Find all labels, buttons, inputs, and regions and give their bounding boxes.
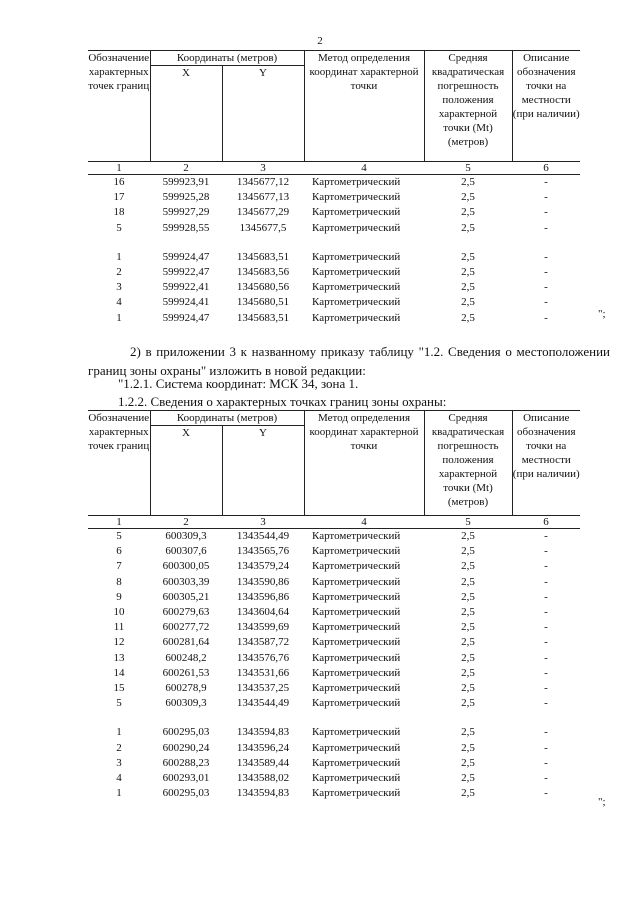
table-row [88, 265, 580, 280]
x-coordinate-cell: 600307,6 [165, 545, 207, 558]
x-coordinate-cell: 599927,29 [162, 206, 210, 219]
accuracy-cell: 2,5 [461, 311, 475, 324]
description-cell: - [544, 606, 548, 619]
method-cell: Картометрический [312, 311, 401, 324]
table-1-closing-quote: "; [598, 308, 606, 320]
method-cell: Картометрический [312, 606, 401, 619]
header-coordinates: Координаты (метров) [150, 51, 304, 66]
coordinates-table-2 [88, 410, 580, 801]
method-cell: Картометрический [312, 771, 401, 784]
x-coordinate-cell: 600293,01 [162, 771, 210, 784]
x-coordinate-cell: 600290,24 [162, 741, 210, 754]
y-coordinate-cell: 1343544,49 [236, 530, 290, 543]
point-number-cell: 1 [116, 726, 122, 739]
y-coordinate-cell: 1343531,66 [236, 666, 290, 679]
column-number: 4 [304, 516, 424, 529]
y-coordinate-cell: 1343594,83 [236, 787, 290, 800]
description-cell: - [544, 697, 548, 710]
table-row [88, 236, 580, 250]
point-number-cell: 1 [116, 250, 122, 263]
method-cell: Картометрический [312, 206, 401, 219]
method-cell: Картометрический [312, 281, 401, 294]
table-row [88, 295, 580, 310]
y-coordinate-cell: 1345677,29 [236, 206, 290, 219]
column-number: 5 [424, 516, 512, 529]
table-row [88, 205, 580, 220]
table-row [88, 221, 580, 236]
x-coordinate-cell: 600277,72 [162, 621, 210, 634]
accuracy-cell: 2,5 [461, 681, 475, 694]
method-cell: Картометрический [312, 741, 401, 754]
y-coordinate-cell: 1343596,86 [236, 590, 290, 603]
accuracy-cell: 2,5 [461, 250, 475, 263]
point-number-cell [88, 711, 150, 725]
point-number-cell: 2 [116, 266, 122, 279]
y-coordinate-cell: 1345683,51 [236, 311, 290, 324]
description-cell: - [544, 206, 548, 219]
table-row [88, 651, 580, 666]
description-cell: - [544, 621, 548, 634]
table-row [88, 175, 580, 191]
point-number-cell: 5 [116, 221, 122, 234]
point-number-cell: 9 [116, 590, 122, 603]
accuracy-cell: 2,5 [461, 726, 475, 739]
description-cell: - [544, 530, 548, 543]
y-coordinate-cell [222, 236, 304, 250]
x-coordinate-cell: 600295,03 [162, 787, 210, 800]
accuracy-cell: 2,5 [461, 266, 475, 279]
x-coordinate-cell: 600300,05 [162, 560, 210, 573]
column-number: 4 [304, 162, 424, 175]
description-cell: - [544, 266, 548, 279]
point-number-cell: 11 [113, 621, 125, 634]
description-cell: - [544, 560, 548, 573]
table-row [88, 280, 580, 295]
accuracy-cell: 2,5 [461, 636, 475, 649]
method-cell: Картометрический [312, 787, 401, 800]
header-method: Метод определения координат характерной точки [304, 411, 424, 516]
x-coordinate-cell: 600248,2 [165, 651, 207, 664]
description-cell: - [544, 250, 548, 263]
accuracy-cell: 2,5 [461, 787, 475, 800]
description-cell: - [544, 281, 548, 294]
accuracy-cell: 2,5 [461, 560, 475, 573]
method-cell [304, 711, 424, 725]
y-coordinate-cell: 1343589,44 [236, 756, 290, 769]
table-row [88, 635, 580, 650]
coordinate-system-line: "1.2.1. Система координат: МСК 34, зона 1. [118, 376, 359, 391]
amendment-paragraph: 2) в приложении 3 к названному приказу таблицу "1.2. Сведения о местоположении границ зоны охраны" изложить в новой редакции: [88, 344, 610, 378]
x-coordinate-cell: 599924,47 [162, 250, 210, 263]
accuracy-cell: 2,5 [461, 590, 475, 603]
method-cell: Картометрический [312, 636, 401, 649]
table-row [88, 681, 580, 696]
table-row [88, 771, 580, 786]
point-number-cell: 14 [113, 666, 125, 679]
point-number-cell: 18 [113, 206, 125, 219]
y-coordinate-cell: 1343576,76 [236, 651, 290, 664]
description-cell: - [544, 666, 548, 679]
point-number-cell: 5 [116, 530, 122, 543]
accuracy-cell [424, 236, 512, 250]
x-coordinate-cell: 600309,3 [165, 530, 207, 543]
point-number-cell: 16 [113, 176, 125, 189]
x-coordinate-cell: 599923,91 [162, 176, 210, 189]
point-number-cell: 17 [113, 191, 125, 204]
table-row [88, 696, 580, 711]
table-row [88, 620, 580, 635]
description-cell: - [544, 296, 548, 309]
x-coordinate-cell: 599922,41 [162, 281, 210, 294]
x-coordinate-cell: 600281,64 [162, 636, 210, 649]
accuracy-cell: 2,5 [461, 606, 475, 619]
column-number: 2 [150, 516, 222, 529]
point-number-cell: 5 [116, 697, 122, 710]
x-coordinate-cell: 599922,47 [162, 266, 210, 279]
accuracy-cell: 2,5 [461, 666, 475, 679]
y-coordinate-cell: 1345683,51 [236, 250, 290, 263]
y-coordinate-cell: 1345677,5 [239, 221, 287, 234]
description-cell: - [544, 756, 548, 769]
description-cell: - [544, 575, 548, 588]
accuracy-cell: 2,5 [461, 221, 475, 234]
y-coordinate-cell: 1343565,76 [236, 545, 290, 558]
description-cell: - [544, 726, 548, 739]
header-method: Метод определения координат характерной точки [304, 51, 424, 162]
point-number-cell: 15 [113, 681, 125, 694]
header-description: Описание обозначения точки на местности (при наличии) [512, 411, 580, 516]
point-number-cell: 2 [116, 741, 122, 754]
x-coordinate-cell [150, 711, 222, 725]
description-cell [512, 711, 580, 725]
accuracy-cell: 2,5 [461, 651, 475, 664]
point-number-cell: 4 [116, 771, 122, 784]
column-number: 1 [88, 162, 150, 175]
point-number-cell: 12 [113, 636, 125, 649]
coordinates-table-1 [88, 50, 580, 326]
accuracy-cell: 2,5 [461, 575, 475, 588]
y-coordinate-cell: 1343594,83 [236, 726, 290, 739]
table-row [88, 740, 580, 755]
point-number-cell: 13 [113, 651, 125, 664]
table-row [88, 711, 580, 725]
method-cell: Картометрический [312, 575, 401, 588]
description-cell: - [544, 221, 548, 234]
point-number-cell: 3 [116, 281, 122, 294]
y-coordinate-cell: 1343596,24 [236, 741, 290, 754]
method-cell: Картометрический [312, 726, 401, 739]
point-number-cell [88, 236, 150, 250]
accuracy-cell: 2,5 [461, 697, 475, 710]
x-coordinate-cell: 599924,41 [162, 296, 210, 309]
header-y: Y [222, 426, 304, 516]
y-coordinate-cell: 1345680,56 [236, 281, 290, 294]
accuracy-cell: 2,5 [461, 621, 475, 634]
description-cell: - [544, 191, 548, 204]
method-cell: Картометрический [312, 191, 401, 204]
y-coordinate-cell: 1345677,12 [236, 176, 290, 189]
y-coordinate-cell: 1343604,64 [236, 606, 290, 619]
characteristic-points-heading: 1.2.2. Сведения о характерных точках границ зоны охраны: [118, 394, 447, 409]
table-2-closing-quote: "; [598, 796, 606, 808]
point-number-cell: 7 [116, 560, 122, 573]
point-number-cell: 1 [116, 787, 122, 800]
accuracy-cell [424, 711, 512, 725]
column-number: 6 [512, 516, 580, 529]
header-y: Y [222, 66, 304, 162]
method-cell: Картометрический [312, 250, 401, 263]
description-cell: - [544, 545, 548, 558]
method-cell: Картометрический [312, 266, 401, 279]
column-number: 3 [222, 162, 304, 175]
accuracy-cell: 2,5 [461, 296, 475, 309]
y-coordinate-cell: 1343537,25 [236, 681, 290, 694]
column-number: 3 [222, 516, 304, 529]
table-row [88, 605, 580, 620]
y-coordinate-cell [222, 711, 304, 725]
point-number-cell: 10 [113, 606, 125, 619]
table-row [88, 756, 580, 771]
method-cell: Картометрический [312, 756, 401, 769]
description-cell: - [544, 636, 548, 649]
y-coordinate-cell: 1343544,49 [236, 697, 290, 710]
header-accuracy: Средняя квадратическая погрешность положения характерной точки (Mt) (метров) [424, 411, 512, 516]
x-coordinate-cell: 600261,53 [162, 666, 210, 679]
header-x: X [150, 66, 222, 162]
description-cell [512, 236, 580, 250]
point-number-cell: 1 [116, 311, 122, 324]
x-coordinate-cell: 600303,39 [162, 575, 210, 588]
y-coordinate-cell: 1343587,72 [236, 636, 290, 649]
x-coordinate-cell: 600288,23 [162, 756, 210, 769]
table-row [88, 544, 580, 559]
point-number-cell: 4 [116, 296, 122, 309]
table-row [88, 311, 580, 326]
point-number-cell: 6 [116, 545, 122, 558]
table-row [88, 190, 580, 205]
x-coordinate-cell: 599924,47 [162, 311, 210, 324]
column-number: 6 [512, 162, 580, 175]
description-cell: - [544, 590, 548, 603]
method-cell: Картометрический [312, 176, 401, 189]
description-cell: - [544, 771, 548, 784]
accuracy-cell: 2,5 [461, 206, 475, 219]
y-coordinate-cell: 1343590,86 [236, 575, 290, 588]
method-cell: Картометрический [312, 530, 401, 543]
accuracy-cell: 2,5 [461, 756, 475, 769]
table-row [88, 559, 580, 574]
x-coordinate-cell: 599928,55 [162, 221, 210, 234]
y-coordinate-cell: 1345677,13 [236, 191, 290, 204]
x-coordinate-cell: 600305,21 [162, 590, 210, 603]
header-coordinates: Координаты (метров) [150, 411, 304, 426]
method-cell: Картометрический [312, 296, 401, 309]
point-number-cell: 3 [116, 756, 122, 769]
method-cell: Картометрический [312, 621, 401, 634]
x-coordinate-cell: 599925,28 [162, 191, 210, 204]
accuracy-cell: 2,5 [461, 176, 475, 189]
accuracy-cell: 2,5 [461, 530, 475, 543]
method-cell: Картометрический [312, 681, 401, 694]
table-row [88, 575, 580, 590]
header-accuracy: Средняя квадратическая погрешность положения характерной точки (Mt) (метров) [424, 51, 512, 162]
method-cell: Картометрический [312, 590, 401, 603]
description-cell: - [544, 311, 548, 324]
method-cell: Картометрический [312, 651, 401, 664]
header-point-designation: Обозначение характерных точек границ [88, 51, 150, 162]
x-coordinate-cell: 600278,9 [165, 681, 207, 694]
column-number: 1 [88, 516, 150, 529]
header-x: X [150, 426, 222, 516]
accuracy-cell: 2,5 [461, 545, 475, 558]
page-number: 2 [317, 35, 323, 47]
x-coordinate-cell: 600309,3 [165, 697, 207, 710]
y-coordinate-cell: 1343599,69 [236, 621, 290, 634]
column-number: 2 [150, 162, 222, 175]
header-point-designation: Обозначение характерных точек границ [88, 411, 150, 516]
accuracy-cell: 2,5 [461, 281, 475, 294]
table-row [88, 786, 580, 801]
header-description: Описание обозначения точки на местности (при наличии) [512, 51, 580, 162]
table-row [88, 590, 580, 605]
description-cell: - [544, 741, 548, 754]
table-row [88, 666, 580, 681]
description-cell: - [544, 176, 548, 189]
accuracy-cell: 2,5 [461, 191, 475, 204]
x-coordinate-cell: 600279,63 [162, 606, 210, 619]
y-coordinate-cell: 1345683,56 [236, 266, 290, 279]
method-cell [304, 236, 424, 250]
method-cell: Картометрический [312, 666, 401, 679]
table-row [88, 529, 580, 545]
description-cell: - [544, 651, 548, 664]
description-cell: - [544, 681, 548, 694]
y-coordinate-cell: 1345680,51 [236, 296, 290, 309]
method-cell: Картометрический [312, 560, 401, 573]
y-coordinate-cell: 1343588,02 [236, 771, 290, 784]
method-cell: Картометрический [312, 545, 401, 558]
method-cell: Картометрический [312, 221, 401, 234]
description-cell: - [544, 787, 548, 800]
x-coordinate-cell [150, 236, 222, 250]
table-row [88, 250, 580, 265]
x-coordinate-cell: 600295,03 [162, 726, 210, 739]
column-number: 5 [424, 162, 512, 175]
method-cell: Картометрический [312, 697, 401, 710]
accuracy-cell: 2,5 [461, 741, 475, 754]
y-coordinate-cell: 1343579,24 [236, 560, 290, 573]
point-number-cell: 8 [116, 575, 122, 588]
accuracy-cell: 2,5 [461, 771, 475, 784]
table-row [88, 725, 580, 740]
